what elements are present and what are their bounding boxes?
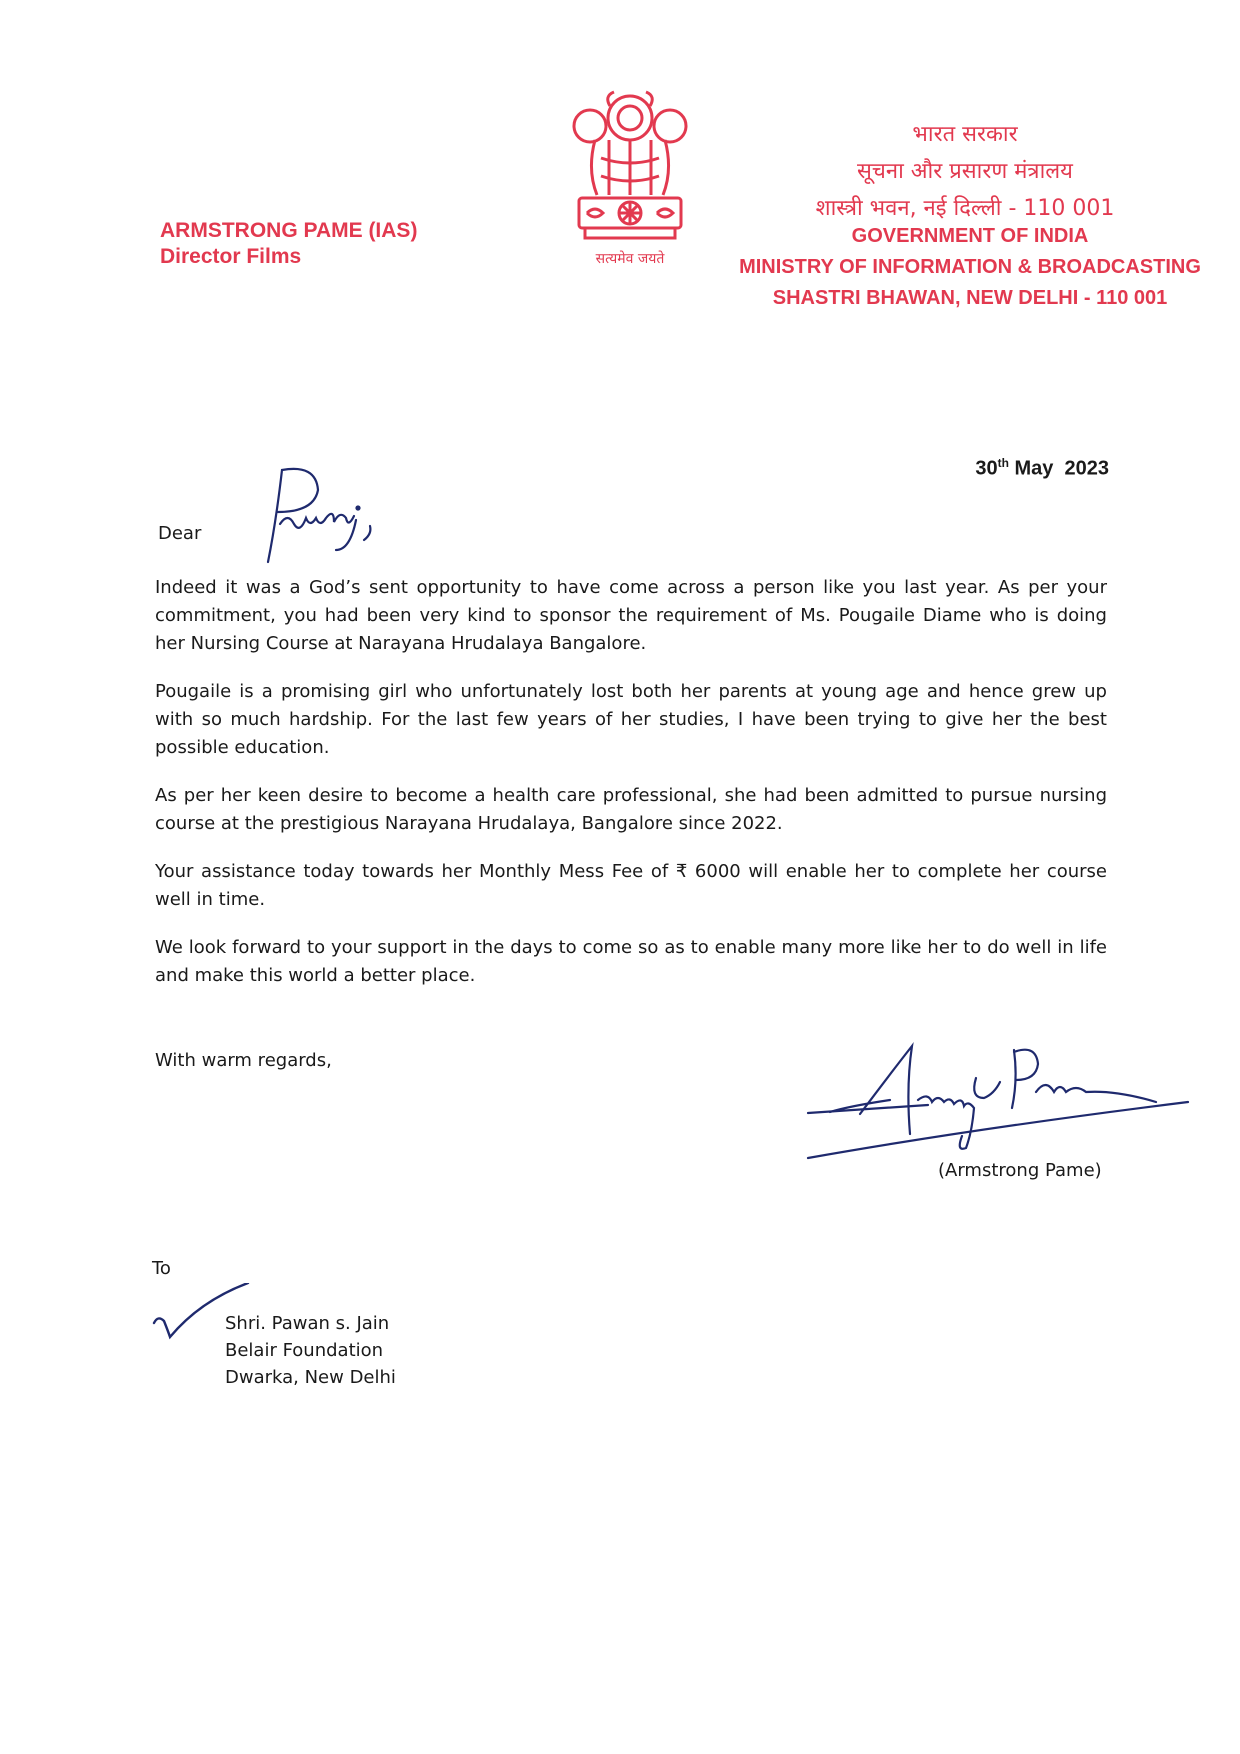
body-paragraph: Your assistance today towards her Monthly Mess Fee of ₹ 6000 will enable her to complete her course well in time. bbox=[155, 861, 1107, 910]
emblem-motto: सत्यमेव जयते bbox=[595, 251, 665, 267]
armstrong-signature bbox=[800, 1030, 1210, 1170]
ministry-english-line: MINISTRY OF INFORMATION & BROADCASTING bbox=[739, 256, 1201, 278]
salutation: Dear bbox=[158, 523, 202, 544]
ministry-hindi-line: शास्त्री भवन, नई दिल्ली - 110 001 bbox=[815, 196, 1115, 221]
signatory-name: (Armstrong Pame) bbox=[938, 1160, 1102, 1181]
body-paragraph: Pougaile is a promising girl who unfortunately lost both her parents at young age and hence grew up with so much hardship. For the last few years of her studies, I have been trying to give her the best possible education. bbox=[155, 681, 1107, 758]
date-suffix: th bbox=[997, 456, 1009, 470]
ministry-english-line: GOVERNMENT OF INDIA bbox=[851, 225, 1089, 247]
recipient-address bbox=[225, 1310, 396, 1391]
body-paragraph: Indeed it was a God’s sent opportunity to have come across a person like you last year. As per your commitment, you had been very kind to sponsor the requirement of Ms. Pougaile Diame who is doing her Nursing Course at Narayana Hrudalaya Bangalore. bbox=[155, 577, 1107, 654]
officer-block bbox=[160, 218, 417, 270]
recipient-line: Dwarka, New Delhi bbox=[225, 1367, 396, 1388]
date-day: 30 bbox=[975, 457, 998, 480]
letter-body bbox=[155, 574, 1107, 1010]
date-rest: May 2023 bbox=[1014, 457, 1109, 480]
to-label: To bbox=[152, 1258, 171, 1279]
body-paragraph: We look forward to your support in the days to come so as to enable many more like her to do well in life and make this world a better place. bbox=[155, 937, 1107, 986]
recipient-line: Belair Foundation bbox=[225, 1340, 384, 1361]
officer-name: ARMSTRONG PAME (IAS) bbox=[160, 219, 418, 242]
ministry-english-line: SHASTRI BHAWAN, NEW DELHI - 110 001 bbox=[772, 287, 1168, 309]
national-emblem-icon bbox=[565, 88, 695, 270]
recipient-line: Shri. Pawan s. Jain bbox=[225, 1313, 390, 1334]
ministry-hindi-block bbox=[730, 116, 1200, 227]
closing: With warm regards, bbox=[155, 1050, 332, 1071]
letter-date bbox=[975, 456, 1109, 481]
body-paragraph: As per her keen desire to become a health care professional, she had been admitted to pursue nursing course at the prestigious Narayana Hrudalaya, Bangalore since 2022. bbox=[155, 785, 1107, 834]
officer-title: Director Films bbox=[160, 245, 302, 268]
ministry-hindi-line: भारत सरकार bbox=[912, 122, 1018, 147]
ministry-hindi-line: सूचना और प्रसारण मंत्रालय bbox=[857, 159, 1073, 184]
handwritten-pawanji-signature bbox=[240, 462, 390, 567]
ministry-english-block bbox=[720, 221, 1220, 314]
